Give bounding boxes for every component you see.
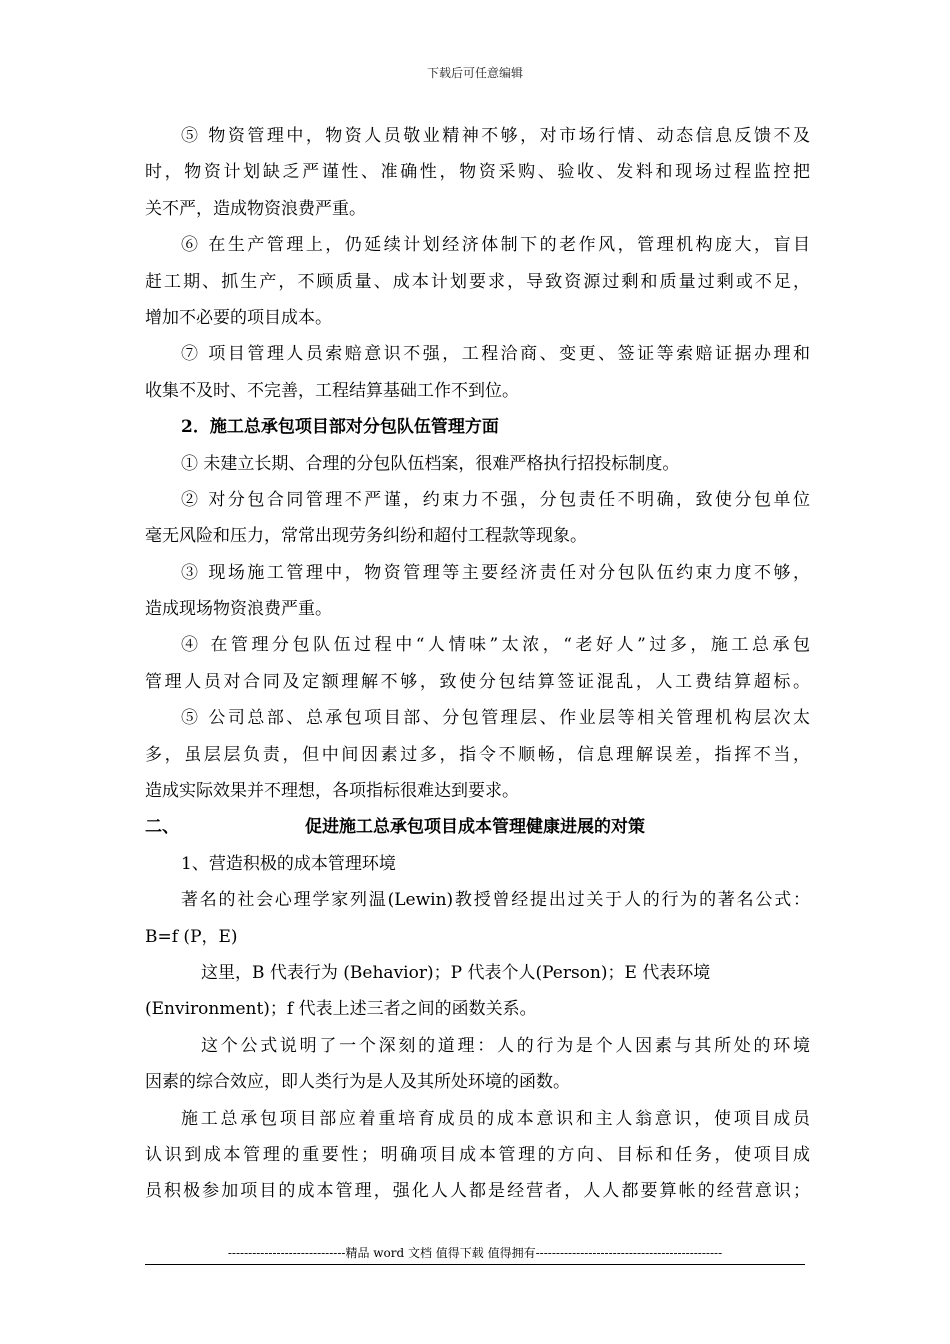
text-line: 1、营造积极的成本管理环境 (181, 853, 396, 874)
text-line: 2．施工总承包项目部对分包队伍管理方面 (181, 417, 499, 438)
text-line: 增加不必要的项目成本。 (145, 307, 332, 328)
text-line: 认识到成本管理的重要性；明确项目成本管理的方向、目标和任务，使项目成 (145, 1144, 810, 1165)
text-line: 多，虽层层负责，但中间因素过多，指令不顺畅，信息理解误差，指挥不当， (145, 744, 810, 765)
document-body (145, 118, 810, 1210)
text-line: ① 未建立长期、合理的分包队伍档案，很难严格执行招投标制度。 (181, 453, 680, 474)
text-line: 员积极参加项目的成本管理，强化人人都是经营者，人人都要算帐的经营意识； (145, 1181, 810, 1202)
text-line: 关不严，造成物资浪费严重。 (145, 198, 366, 219)
text-line: 毫无风险和压力，常常出现劳务纠纷和超付工程款等现象。 (145, 526, 587, 547)
footer-rule (145, 1264, 805, 1265)
page-footer: -----------------------------精品 word 文档 值得下载 值得拥有---------------------------------------------- (227, 1246, 723, 1260)
text-line: ③ 现场施工管理中，物资管理等主要经济责任对分包队伍约束力度不够， (181, 562, 810, 583)
text-line: ⑤ 物资管理中，物资人员敬业精神不够，对市场行情、动态信息反馈不及 (181, 126, 810, 146)
page-header: 下载后可任意编辑 (426, 66, 523, 80)
text-line: 因素的综合效应，即人类行为是人及其所处环境的函数。 (145, 1072, 570, 1093)
text-line: 施工总承包项目部应着重培育成员的成本意识和主人翁意识，使项目成员 (181, 1108, 810, 1129)
text-line: ⑥ 在生产管理上，仍延续计划经济体制下的老作风，管理机构庞大，盲目 (181, 235, 810, 256)
text-line: ⑦ 项目管理人员索赔意识不强，工程洽商、变更、签证等索赔证据办理和 (181, 344, 810, 365)
text-line: 收集不及时、不完善，工程结算基础工作不到位。 (145, 380, 519, 401)
text-line: 著名的社会心理学家列温(Lewin)教授曾经提出过关于人的行为的著名公式： (181, 890, 810, 911)
text-line: ④ 在管理分包队伍过程中“人情味”太浓，“老好人”过多，施工总承包 (181, 635, 810, 656)
text-line: 赶工期、抓生产，不顾质量、成本计划要求，导致资源过剩和质量过剩或不足， (145, 271, 810, 292)
text-line: (Environment)；f 代表上述三者之间的函数关系。 (145, 999, 537, 1020)
section-title: 促进施工总承包项目成本管理健康进展的对策 (305, 817, 645, 838)
text-line: B=f (P，E) (145, 926, 238, 947)
text-line: 这里，B 代表行为 (Behavior)；P 代表个人(Person)；E 代表环境 (201, 962, 711, 983)
text-line: ⑤ 公司总部、总承包项目部、分包管理层、作业层等相关管理机构层次太 (181, 708, 810, 729)
text-line: 这个公式说明了一个深刻的道理：人的行为是个人因素与其所处的环境 (201, 1035, 810, 1056)
text-line: 造成实际效果并不理想，各项指标很难达到要求。 (145, 781, 519, 802)
section-number: 二、 (145, 817, 179, 838)
text-line: 造成现场物资浪费严重。 (145, 599, 332, 620)
text-line: 管理人员对合同及定额理解不够，致使分包结算签证混乱，人工费结算超标。 (145, 671, 810, 692)
text-line: ② 对分包合同管理不严谨，约束力不强，分包责任不明确，致使分包单位 (181, 489, 810, 510)
section-heading (145, 809, 810, 845)
text-line: 时，物资计划缺乏严谨性、准确性，物资采购、验收、发料和现场过程监控把 (145, 162, 810, 183)
